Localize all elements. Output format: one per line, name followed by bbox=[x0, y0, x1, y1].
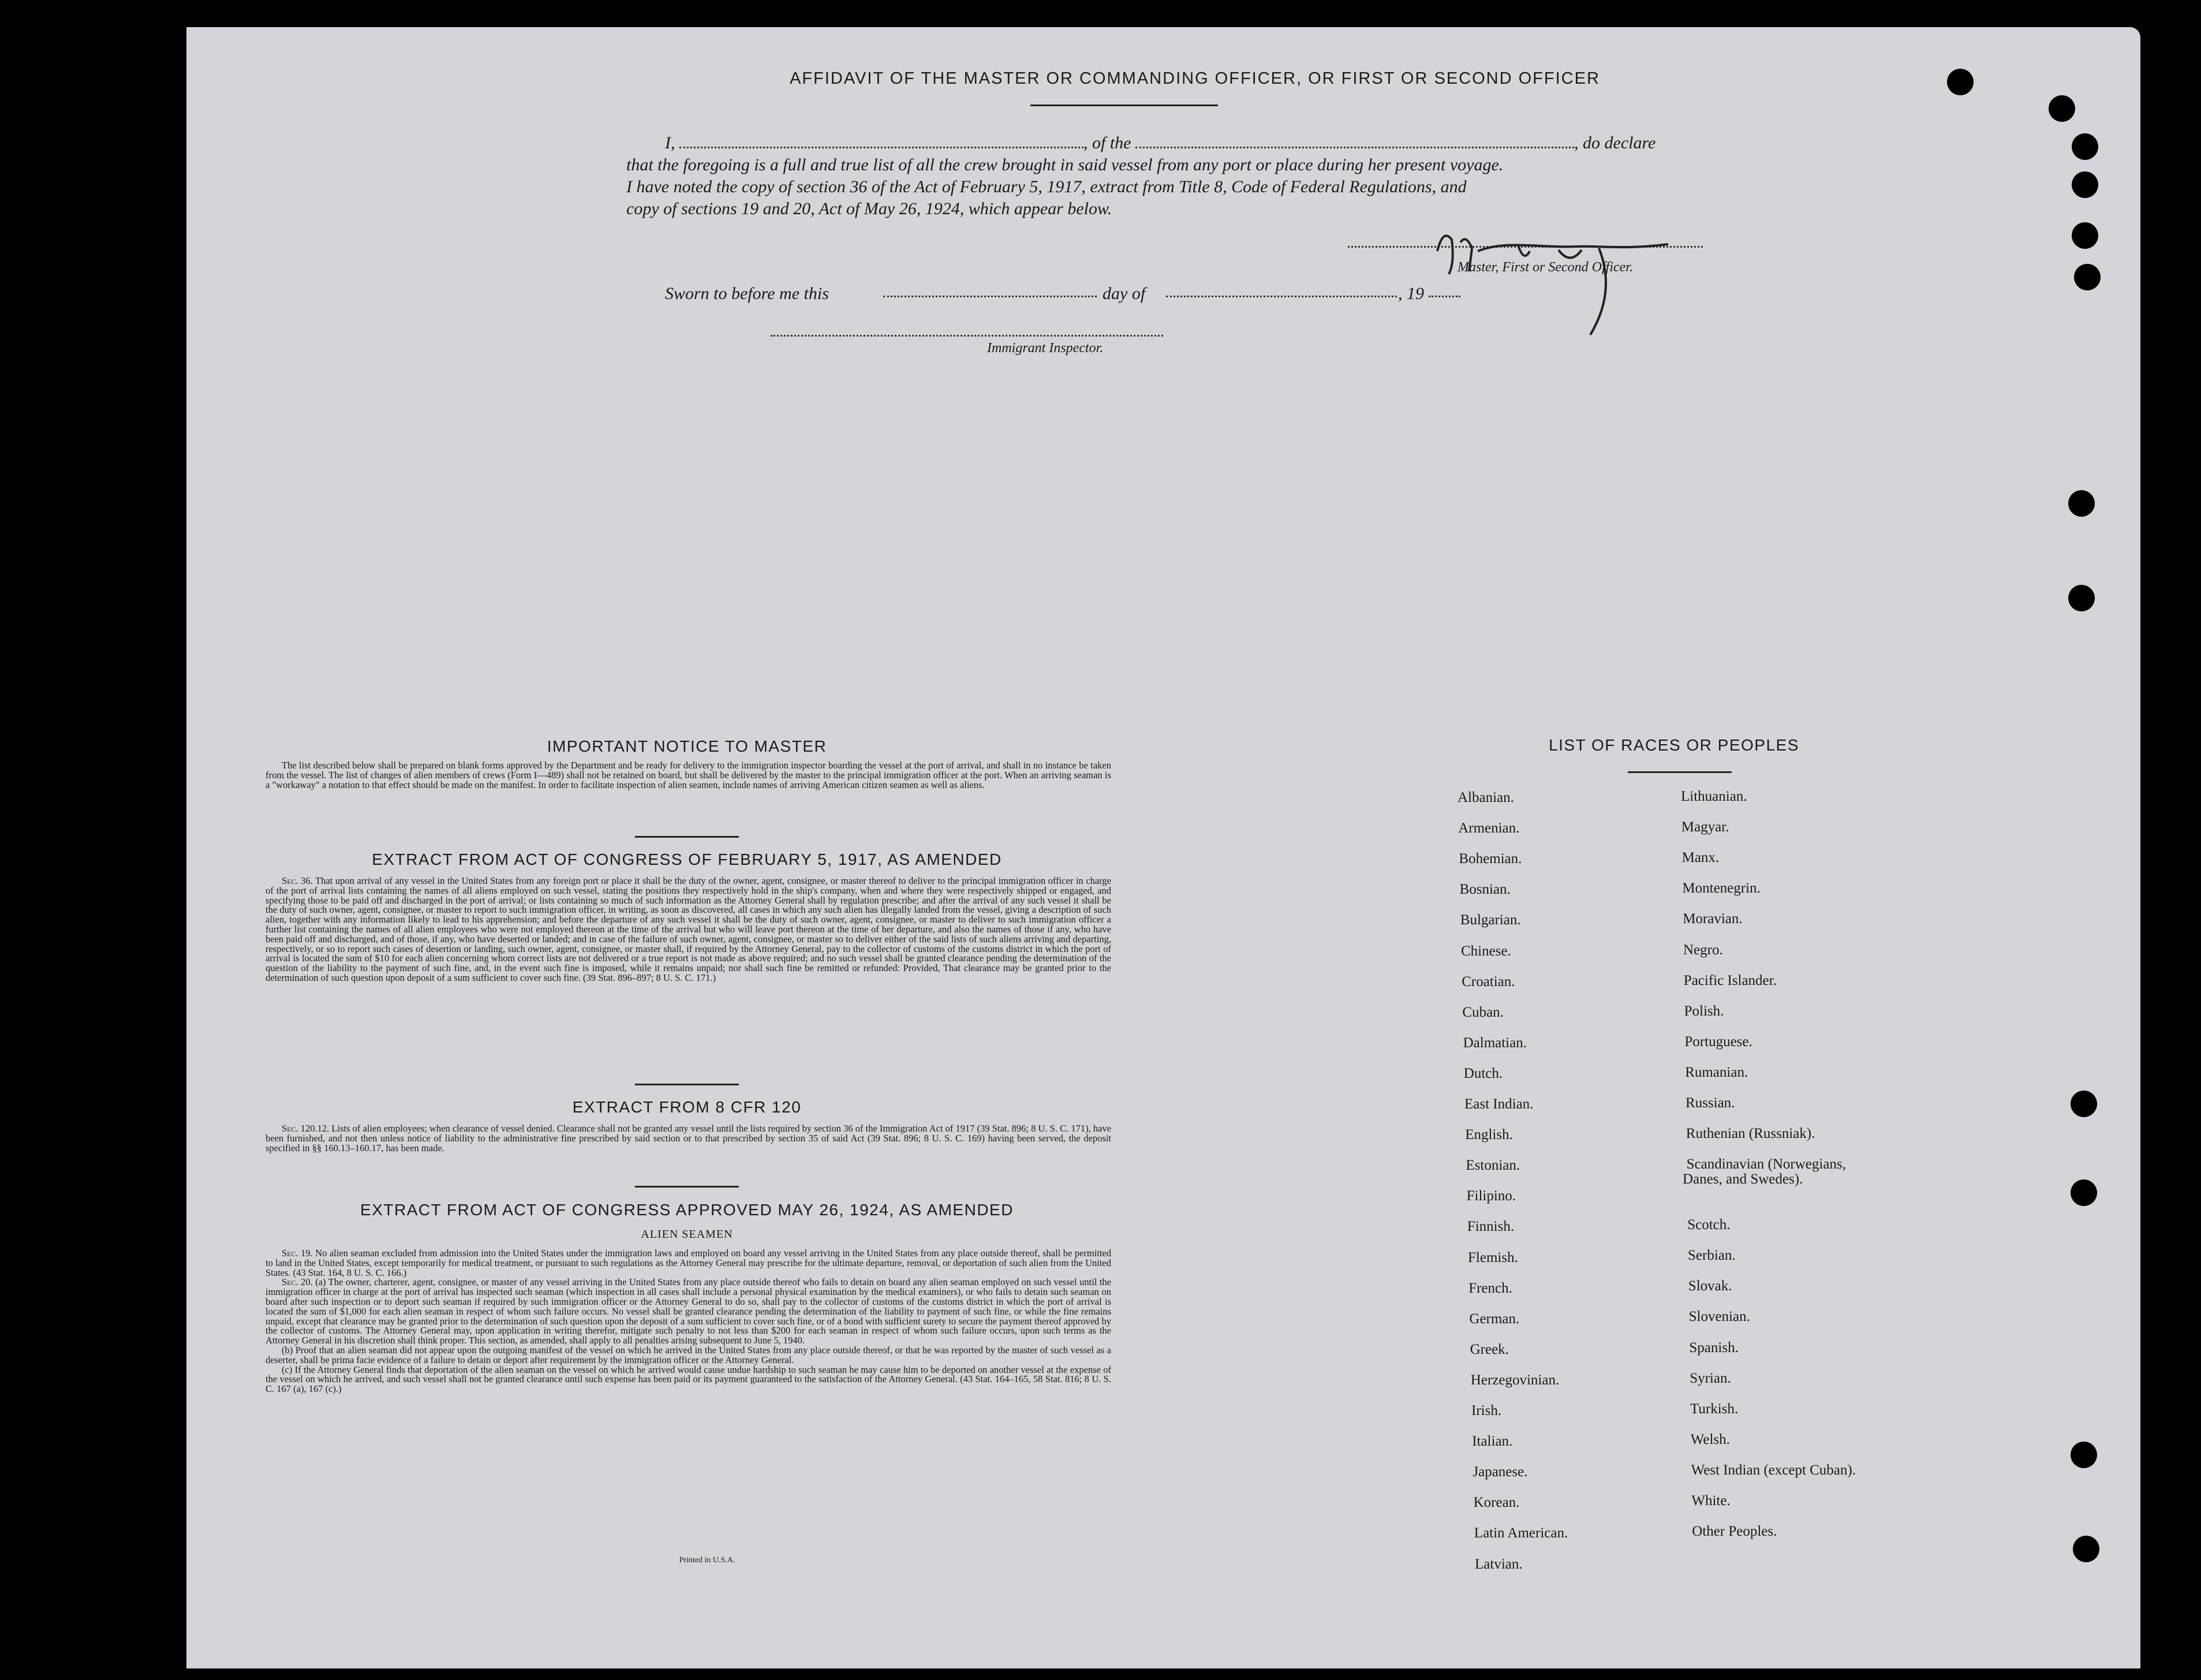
race-item: Japanese. bbox=[1473, 1464, 1528, 1480]
race-item: Scandinavian (Norwegians, bbox=[1686, 1156, 1846, 1173]
race-item: Herzegovinian. bbox=[1470, 1372, 1560, 1388]
sec-20c-paragraph: (c) If the Attorney General finds that deportation of the alien seaman on the vessel on which he arrived would cause undue hardship to such seaman he may cause him to be deported on another vessel at the expense of the vessel on which he arrived, and such vessel shall not be granted clearance until such expense has been paid or its payment guaranteed to the satisfaction of the Attorney General. (43 Stat. 164–165, 58 Stat. 816; 8 U. S. C. 167 (a), 167 (c).) bbox=[266, 1364, 1111, 1395]
race-item: Dutch. bbox=[1463, 1065, 1503, 1081]
extract-1917-text bbox=[266, 876, 1111, 1067]
inspector-signature-line bbox=[771, 335, 1163, 337]
race-item: Serbian. bbox=[1688, 1248, 1736, 1264]
race-item: Syrian. bbox=[1690, 1370, 1731, 1386]
race-item: Magyar. bbox=[1681, 819, 1729, 835]
sec-20b-paragraph: (b) Proof that an alien seaman did not appear upon the outgoing manifest of the vessel on which he arrived in the United States from any place outside thereof, or that he was reported by the master of such vessel as a deserter, shall be prima facie evidence of a failure to detain or deport after requirement by the immigration officer or the Attorney General. bbox=[266, 1344, 1111, 1365]
race-item: Bulgarian. bbox=[1460, 912, 1521, 928]
divider bbox=[1030, 104, 1218, 106]
extract-1917-title: EXTRACT FROM ACT OF CONGRESS OF FEBRUARY 5, 1917, AS AMENDED bbox=[372, 850, 1002, 868]
sec-20a-paragraph bbox=[266, 1278, 1111, 1346]
sec-19-paragraph bbox=[266, 1249, 1111, 1278]
race-item: Cuban. bbox=[1462, 1004, 1504, 1020]
extract-cfr-title: EXTRACT FROM 8 CFR 120 bbox=[572, 1098, 802, 1116]
signature-caption: Master, First or Second Officer. bbox=[1458, 260, 1633, 275]
declaration-line-2: that the foregoing is a full and true list of all the crew brought in said vessel from any port or place during her present voyage. bbox=[626, 155, 1504, 174]
declaration-of-the: , of the bbox=[1083, 133, 1131, 152]
punch-hole bbox=[2072, 133, 2098, 160]
punch-hole bbox=[2071, 1179, 2097, 1206]
race-item: Italian. bbox=[1472, 1433, 1513, 1450]
race-item: Moravian. bbox=[1683, 911, 1743, 927]
race-item: Slovenian. bbox=[1688, 1309, 1750, 1325]
affidavit-title: AFFIDAVIT OF THE MASTER OR COMMANDING OFFICER, OR FIRST OR SECOND OFFICER bbox=[790, 69, 1600, 88]
race-item: Montenegrin. bbox=[1682, 880, 1761, 897]
punch-hole bbox=[2072, 171, 2098, 198]
punch-hole bbox=[2071, 1091, 2097, 1117]
race-item: Croatian. bbox=[1462, 973, 1515, 990]
race-item: Danes, and Swedes). bbox=[1683, 1171, 1803, 1188]
race-item: Rumanian. bbox=[1685, 1064, 1748, 1080]
sworn-day-of: day of bbox=[1103, 284, 1146, 303]
race-item: Latin American. bbox=[1474, 1525, 1568, 1541]
race-item: Scotch. bbox=[1687, 1217, 1731, 1233]
sec-20-label: Sec. 20. bbox=[282, 1276, 313, 1288]
inspector-caption: Immigrant Inspector. bbox=[987, 341, 1104, 356]
race-item: English. bbox=[1465, 1127, 1513, 1143]
race-item: Russian. bbox=[1686, 1095, 1735, 1111]
race-item: Spanish. bbox=[1689, 1339, 1739, 1356]
race-item: Slovak. bbox=[1688, 1278, 1732, 1294]
month-blank bbox=[1166, 296, 1397, 297]
vessel-blank bbox=[1135, 134, 1574, 148]
race-item: Negro. bbox=[1683, 942, 1723, 958]
year-blank bbox=[1429, 296, 1460, 297]
punch-hole bbox=[2068, 490, 2095, 517]
race-item: French. bbox=[1468, 1280, 1512, 1296]
sec-19-label: Sec. 19. bbox=[282, 1248, 313, 1259]
day-blank bbox=[883, 296, 1097, 297]
divider bbox=[635, 1084, 739, 1085]
divider bbox=[635, 1186, 739, 1188]
race-item: Pacific Islander. bbox=[1683, 972, 1777, 988]
race-item: Manx. bbox=[1681, 850, 1720, 866]
notice-body: The list described below shall be prepared on blank forms approved by the Department and be ready for delivery to the immigration inspector boarding the vessel at the port of arrival, and shall in no instance be taken from the vessel. The list of changes of alien members of crews (Form I—489) shall not be retained on board, but shall be delivered by the master to the principal immigration officer at the port. When an arriving seaman is a "workaway" a notation to that effect should be made on the manifest. In order to facilitate inspection of alien seamen, include names of arriving American citizen seamen as well as aliens. bbox=[266, 760, 1111, 790]
notice-title: IMPORTANT NOTICE TO MASTER bbox=[547, 737, 827, 755]
declaration-end: , do declare bbox=[1574, 133, 1656, 152]
race-item: Irish. bbox=[1471, 1403, 1502, 1418]
race-item: Estonian. bbox=[1466, 1158, 1520, 1174]
divider bbox=[1628, 771, 1732, 773]
race-item: Bosnian. bbox=[1459, 882, 1511, 898]
divider bbox=[635, 836, 739, 838]
race-item: Latvian. bbox=[1475, 1556, 1523, 1572]
race-item: Polish. bbox=[1684, 1003, 1724, 1019]
race-item: East Indian. bbox=[1464, 1096, 1534, 1112]
declaration-line-1 bbox=[626, 132, 1706, 155]
sworn-year: , 19 bbox=[1398, 284, 1424, 303]
punch-hole bbox=[2072, 222, 2098, 249]
punch-hole bbox=[2049, 95, 2075, 122]
extract-cfr-text bbox=[266, 1124, 1111, 1164]
race-item: Lithuanian. bbox=[1681, 789, 1747, 804]
race-item: Filipino. bbox=[1466, 1188, 1516, 1204]
sec-36-label: Sec. 36. bbox=[282, 875, 313, 886]
sec-120-label: Sec. 120.12. bbox=[282, 1123, 330, 1134]
race-item: Other Peoples. bbox=[1692, 1524, 1777, 1540]
race-item: Portuguese. bbox=[1684, 1033, 1752, 1050]
race-item: Finnish. bbox=[1467, 1219, 1515, 1235]
race-item: Chinese. bbox=[1461, 943, 1511, 959]
handwritten-signature bbox=[1426, 216, 1691, 338]
declaration-line-4: copy of sections 19 and 20, Act of May 26, 1924, which appear below. bbox=[626, 199, 1112, 218]
race-item: Korean. bbox=[1473, 1495, 1520, 1511]
sec-20a-body: (a) The owner, charterer, agent, consignee, or master of any vessel arriving in the United States from any place outside thereof who fails to detain on board any alien seaman employed on such vessel until the immigration officer in charge at the port of arrival has inspected such seaman (which inspection in all cases shall include a personal physical examination by the medical examiners), or who fails to detain such seaman on board after such inspection or to deport such seaman if required by such immigration officer or the Attorney General to do so, shall pay to the collector of customs of the customs district in which the port of arrival is located the sum of $1,000 for each alien seaman in respect of whom such failure occurs. No vessel shall be granted clearance pending the determination of the liability to payment of such fine, or while the fine remains unpaid, except that clearance may be granted prior to the determination of such question upon the deposit of a sum sufficient to cover such fine, or of a bond with sufficient surety to secure the payment thereof approved by the collector of customs. The Attorney General may, upon application in writing therefor, mitigate such penalty to not less than $200 for each seaman in respect of whom such failure occurs, upon such terms as the Attorney General in his discretion shall think proper. This section, as amended, shall apply to all penalties arising subsequent to June 5, 1940. bbox=[266, 1276, 1111, 1346]
extract-1924-text bbox=[266, 1249, 1111, 1497]
declaration-line-3: I have noted the copy of section 36 of the Act of February 5, 1917, extract from Title 8, Code of Federal Regulations, and bbox=[626, 177, 1467, 196]
sec-120-body: Lists of alien employees; when clearance of vessel denied. Clearance shall not be granted any vessel until the lists required by section 36 of the Immigration Act of 1917 (39 Stat. 896; 8 U. S. C. 171), have been furnished, and not then unless notice of liability to the administrative fine prescribed by said section or to that prescribed by section 35 of said Act (39 Stat. 896; 8 U. S. C. 169) having been served, the deposit specified in §§ 160.13–160.17, has been made. bbox=[266, 1123, 1112, 1153]
race-item: Flemish. bbox=[1468, 1249, 1518, 1265]
race-item: West Indian (except Cuban). bbox=[1691, 1462, 1856, 1478]
punch-hole bbox=[1947, 69, 1974, 95]
sworn-start: Sworn to before me this bbox=[665, 284, 829, 303]
name-blank bbox=[679, 134, 1083, 148]
punch-hole bbox=[2074, 264, 2101, 290]
extract-1924-title: EXTRACT FROM ACT OF CONGRESS APPROVED MAY 26, 1924, AS AMENDED bbox=[360, 1201, 1014, 1219]
race-item: Welsh. bbox=[1690, 1431, 1730, 1447]
punch-hole bbox=[2073, 1536, 2099, 1562]
punch-hole bbox=[2071, 1442, 2097, 1468]
race-item: Ruthenian (Russniak). bbox=[1686, 1126, 1815, 1142]
race-item: Albanian. bbox=[1458, 790, 1514, 805]
sec-36-body: That upon arrival of any vessel in the United States from any foreign port or place it shall be the duty of the owner, agent, consignee, or master thereof to deliver to the principal immigration officer in charge of the port of arrival lists containing the names of all aliens employed on such vessel, stating the positions they respectively hold in the ship's company, when and where they were respectively shipped or engaged, and specifying those to be paid off and discharged in the port of arrival; or lists containing so much of such information as the Attorney General shall by regulation prescribe; and after the arrival of any such vessel it shall be the duty of such owner, agent, consignee, or master to report to such immigration officer, in writing, as soon as discovered, all cases in which any such alien has illegally landed from the vessel, giving a description of such alien, together with any information likely to lead to his apprehension; and before the departure of any such vessel it shall be the duty of such owner, agent, consignee, or master to deliver to such immigration officer a further list containing the names of all alien employees who were not employed thereon at the time of the arrival but who will leave port thereon at the time of her departure, and also the names of those if any, who have been paid off and discharged, and of those, if any, who have deserted or landed; and in case of the failure of such owner, agent, consignee, or master so to deliver either of the said lists of such aliens arriving and departing, respectively, or so to report such cases of desertion or landing, such owner, agent, consignee, or master shall, if required by the Attorney General, pay to the collector of customs of the customs district in which the port of arrival is located the sum of $10 for each alien concerning whom correct lists are not delivered or a true report is not made as above required; and no such vessel shall be granted clearance pending the determination of the question of the liability to the payment of such fine, and, in the event such fine is imposed, while it remains unpaid; nor shall such fine be remitted or refunded: Provided, That clearance may be granted prior to the determination of such question upon deposit of a sum sufficient to cover such fine. (39 Stat. 896–897; 8 U. S. C. 171.) bbox=[266, 875, 1112, 983]
race-item: Armenian. bbox=[1458, 820, 1520, 837]
declaration-i: I, bbox=[665, 133, 675, 152]
races-title: LIST OF RACES OR PEOPLES bbox=[1549, 736, 1799, 754]
printed-in-usa: Printed in U.S.A. bbox=[679, 1556, 735, 1565]
race-item: Greek. bbox=[1470, 1341, 1509, 1357]
alien-seamen-subtitle: ALIEN SEAMEN bbox=[641, 1228, 733, 1241]
race-item: Bohemian. bbox=[1459, 851, 1522, 867]
race-item: Dalmatian. bbox=[1463, 1035, 1527, 1051]
punch-hole bbox=[2068, 585, 2095, 611]
race-item: Turkish. bbox=[1690, 1401, 1739, 1417]
sec-19-body: No alien seaman excluded from admission into the United States under the immigration laws and employed on board any vessel arriving in the United States from any place outside thereof, shall be permitted to land in the United States, except temporarily for medical treatment, or pursuant to such regulations as the Attorney General may prescribe for the ultimate departure, removal, or deportation of such alien from the United States. (43 Stat. 164, 8 U. S. C. 166.) bbox=[266, 1248, 1112, 1278]
race-item: German. bbox=[1469, 1311, 1520, 1327]
race-item: White. bbox=[1691, 1493, 1731, 1509]
